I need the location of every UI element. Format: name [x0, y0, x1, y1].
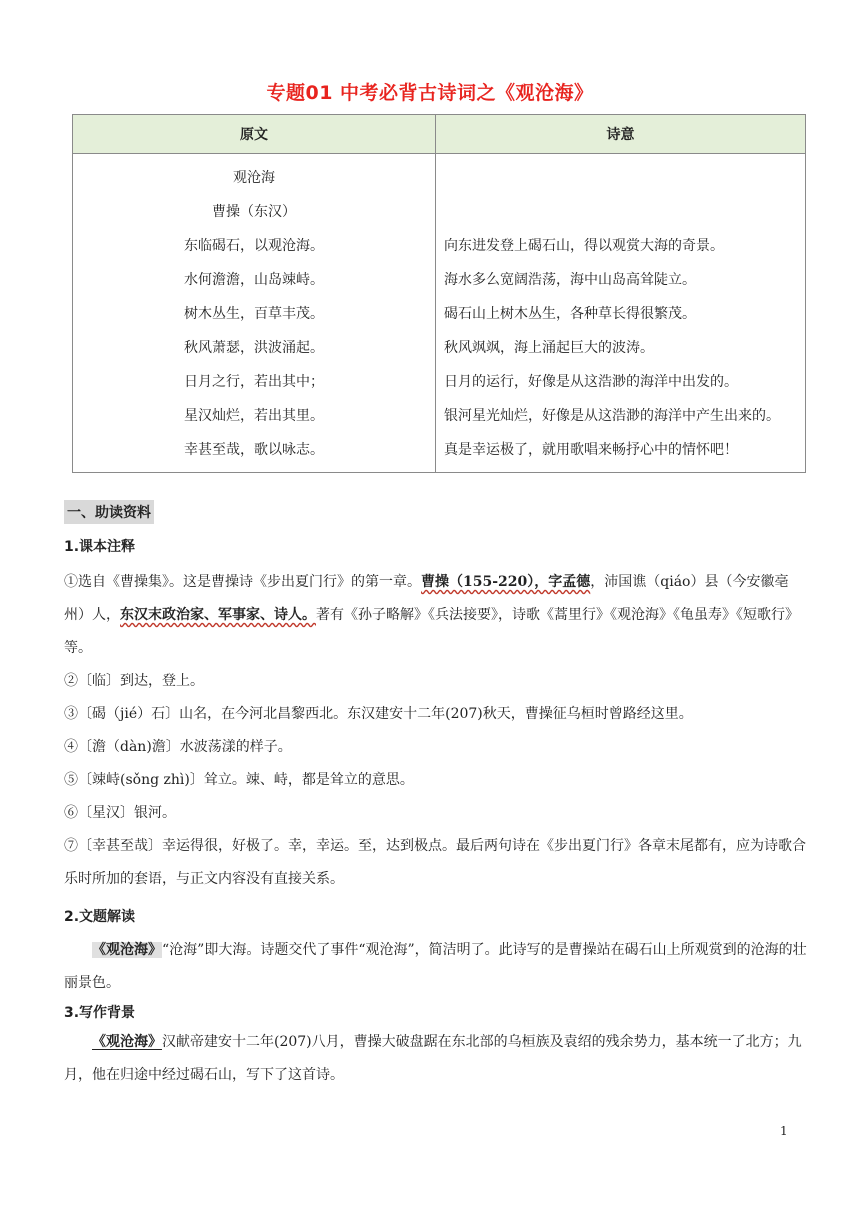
note-4: ④〔澹（dàn)澹〕水波荡漾的样子。 [64, 739, 292, 755]
background-text: 汉献帝建安十二年(207)八月，曹操大破盘踞在东北部的乌桓族及袁绍的残余势力，基本统一了北方；九月，他在归途中经过碣石山，写下了这首诗。 [64, 1034, 802, 1083]
original-line: 水何澹澹，山岛竦峙。 [73, 262, 436, 296]
subheading-title-reading: 2.文题解读 [64, 909, 136, 925]
meaning-line: 日月的运行，好像是从这浩渺的海洋中出发的。 [436, 364, 806, 398]
original-line: 秋风萧瑟，洪波涌起。 [73, 330, 436, 364]
note-1-text: ，沛国谯（qiáo）县（今安徽亳州）人， [64, 574, 789, 623]
meaning-line [436, 194, 806, 228]
note-3: ③〔碣（jié）石〕山名，在今河北昌黎西北。东汉建安十二年(207)秋天，曹操征乌桓时曾路经这里。 [64, 706, 693, 722]
note-1-text: 著有《孙子略解》《兵法接要》，诗歌《蒿里行》《观沧海》《龟虽寿》《短歌行》等。 [64, 607, 799, 656]
note-2: ②〔临〕到达，登上。 [64, 673, 204, 689]
title-reading-text: “沧海”即大海。诗题交代了事件“观沧海”，简洁明了。此诗写的是曹操站在碣石山上所观赏到的沧海的壮丽景色。 [64, 942, 807, 991]
original-line: 幸甚至哉，歌以咏志。 [73, 432, 436, 473]
author-identity-highlight: 东汉末政治家、军事家、诗人。 [120, 607, 316, 623]
section-heading: 一、助读资料 [64, 500, 154, 524]
header-original: 原文 [73, 115, 436, 154]
original-line: 日月之行，若出其中； [73, 364, 436, 398]
meaning-line: 碣石山上树木丛生，各种草长得很繁茂。 [436, 296, 806, 330]
page-number: 1 [780, 1124, 788, 1138]
note-6: ⑥〔星汉〕银河。 [64, 805, 176, 821]
table-row [73, 432, 806, 473]
original-line: 东临碣石，以观沧海。 [73, 228, 436, 262]
note-7: ⑦〔幸甚至哉〕幸运得很，好极了。幸，幸运。至，达到极点。最后两句诗在《步出夏门行》各章末尾都有，应为诗歌合乐时所加的套语，与正文内容没有直接关系。 [64, 838, 806, 887]
table-row [73, 364, 806, 398]
meaning-line [436, 154, 806, 195]
table-row [73, 228, 806, 262]
table-row [73, 154, 806, 195]
poem-title-highlight: 《观沧海》 [92, 942, 162, 958]
header-meaning: 诗意 [436, 115, 806, 154]
table-row [73, 398, 806, 432]
meaning-line: 秋风飒飒，海上涌起巨大的波涛。 [436, 330, 806, 364]
subheading-background: 3.写作背景 [64, 1005, 136, 1021]
meaning-line: 真是幸运极了，就用歌唱来畅抒心中的情怀吧！ [436, 432, 806, 473]
note-5: ⑤〔竦峙(sǒng zhì)〕耸立。竦、峙，都是耸立的意思。 [64, 772, 414, 788]
page-title: 专题01 中考必背古诗词之《观沧海》 [266, 82, 594, 104]
table-row [73, 262, 806, 296]
original-line: 观沧海 [73, 154, 436, 195]
poem-table [72, 114, 806, 473]
original-line: 曹操（东汉） [73, 194, 436, 228]
title-reading-paragraph [64, 934, 809, 1000]
subheading-notes: 1.课本注释 [64, 539, 136, 555]
note-1-text: ①选自《曹操集》。这是曹操诗《步出夏门行》的第一章。 [64, 574, 421, 590]
original-line: 树木丛生，百草丰茂。 [73, 296, 436, 330]
original-line: 星汉灿烂，若出其里。 [73, 398, 436, 432]
author-name-highlight: 曹操（155-220），字孟德 [421, 574, 591, 590]
meaning-line: 向东进发登上碣石山，得以观赏大海的奇景。 [436, 228, 806, 262]
background-paragraph [64, 1026, 809, 1092]
table-row [73, 194, 806, 228]
poem-title-underlined: 《观沧海》 [92, 1034, 162, 1050]
table-row [73, 296, 806, 330]
meaning-line: 海水多么宽阔浩荡，海中山岛高耸陡立。 [436, 262, 806, 296]
table-row [73, 330, 806, 364]
note-1 [64, 566, 809, 665]
meaning-line: 银河星光灿烂，好像是从这浩渺的海洋中产生出来的。 [436, 398, 806, 432]
